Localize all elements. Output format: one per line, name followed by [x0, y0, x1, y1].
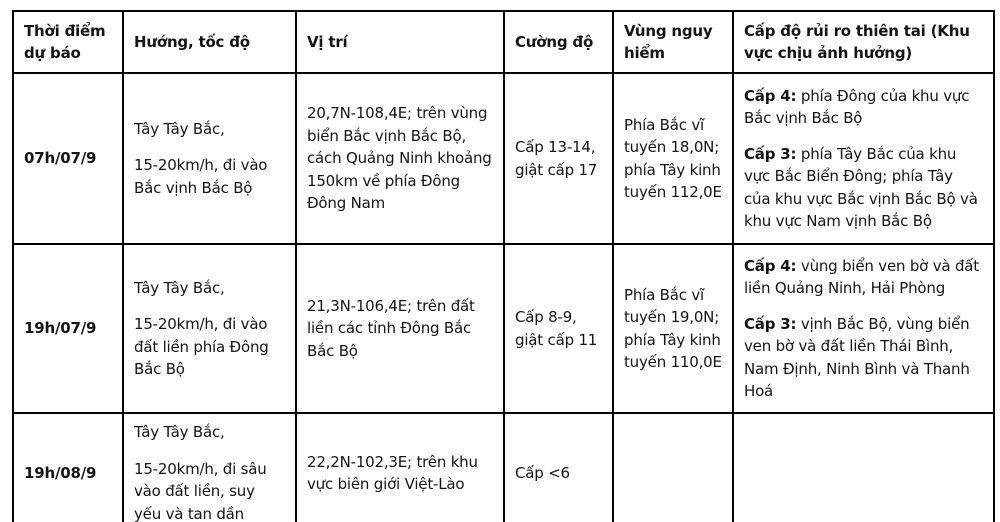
position-text: 22,2N-102,3E; trên khu vực biên giới Việt-Lào — [307, 452, 478, 493]
cell-forecast-time: 19h/08/9 — [13, 413, 123, 522]
danger-zone-text: Phía Bắc vĩ tuyến 18,0N; phía Tây kinh tuyến 112,0E — [624, 115, 722, 201]
risk-paragraph — [744, 85, 983, 130]
cell-risk-level — [733, 244, 994, 413]
col-header-risk-level: Cấp độ rủi ro thiên tai (Khu vực chịu ảnh hưởng) — [733, 11, 994, 73]
intensity-text: Cấp 13-14, giật cấp 17 — [515, 138, 598, 179]
risk-level-label: Cấp 4: — [744, 86, 797, 105]
cell-danger-zone — [613, 73, 733, 244]
direction-line: Tây Tây Bắc, — [134, 278, 225, 297]
risk-level-text: phía Tây Bắc của khu vực Bắc Biển Đông; phía Tây của khu vực Bắc vịnh Bắc Bộ và khu vực Nam vịnh Bắc Bộ — [744, 144, 978, 230]
risk-level-label: Cấp 3: — [744, 144, 797, 163]
cell-direction-speed — [123, 244, 296, 413]
risk-level-text: vịnh Bắc Bộ, vùng biển ven bờ và đất liền Thái Bình, Nam Định, Ninh Bình và Thanh Hoá — [744, 314, 970, 400]
direction-line: Tây Tây Bắc, — [134, 423, 225, 441]
storm-forecast-table — [12, 10, 995, 522]
risk-level-label: Cấp 3: — [744, 314, 797, 333]
cell-intensity — [504, 413, 613, 522]
risk-level-label: Cấp 4: — [744, 256, 797, 275]
risk-paragraph — [744, 255, 983, 300]
intensity-text: Cấp 8-9, giật cấp 11 — [515, 308, 598, 349]
risk-paragraph — [744, 143, 983, 233]
speed-line: 15-20km/h, đi vào Bắc vịnh Bắc Bộ — [134, 156, 268, 197]
cell-danger-zone-empty — [613, 413, 733, 522]
danger-zone-text: Phía Bắc vĩ tuyến 19,0N; phía Tây kinh tuyến 110,0E — [624, 285, 722, 371]
cell-position — [296, 244, 504, 413]
cell-danger-zone — [613, 244, 733, 413]
direction-line: Tây Tây Bắc, — [134, 119, 225, 138]
cell-risk-level-empty — [733, 413, 994, 522]
cell-forecast-time: 19h/07/9 — [13, 244, 123, 413]
header-row — [13, 11, 994, 73]
cell-position — [296, 73, 504, 244]
cell-forecast-time: 07h/07/9 — [13, 73, 123, 244]
cell-direction-speed — [123, 413, 296, 522]
table-row — [13, 244, 994, 413]
col-header-danger-zone: Vùng nguy hiểm — [613, 11, 733, 73]
risk-level-text: vùng biển ven bờ và đất liền Quảng Ninh, Hải Phòng — [744, 256, 979, 297]
table-row — [13, 413, 994, 522]
cell-position — [296, 413, 504, 522]
cell-risk-level — [733, 73, 994, 244]
col-header-position: Vị trí — [296, 11, 504, 73]
col-header-forecast-time: Thời điểm dự báo — [13, 11, 123, 73]
cell-intensity — [504, 73, 613, 244]
cell-direction-speed — [123, 73, 296, 244]
speed-line: 15-20km/h, đi vào đất liền phía Đông Bắc Bộ — [134, 315, 269, 378]
cell-intensity — [504, 244, 613, 413]
position-text: 20,7N-108,4E; trên vùng biển Bắc vịnh Bắc Bộ, cách Quảng Ninh khoảng 150km về phía Đông Đông Nam — [307, 104, 492, 213]
speed-line: 15-20km/h, đi sâu vào đất liền, suy yếu và tan dần — [134, 459, 267, 522]
position-text: 21,3N-106,4E; trên đất liền các tỉnh Đông Bắc Bắc Bộ — [307, 296, 475, 360]
col-header-direction-speed: Hướng, tốc độ — [123, 11, 296, 73]
risk-paragraph — [744, 313, 983, 403]
risk-level-text: phía Đông của khu vực Bắc vịnh Bắc Bộ — [744, 86, 970, 127]
table-row — [13, 73, 994, 244]
col-header-intensity: Cường độ — [504, 11, 613, 73]
intensity-text: Cấp <6 — [515, 463, 570, 482]
